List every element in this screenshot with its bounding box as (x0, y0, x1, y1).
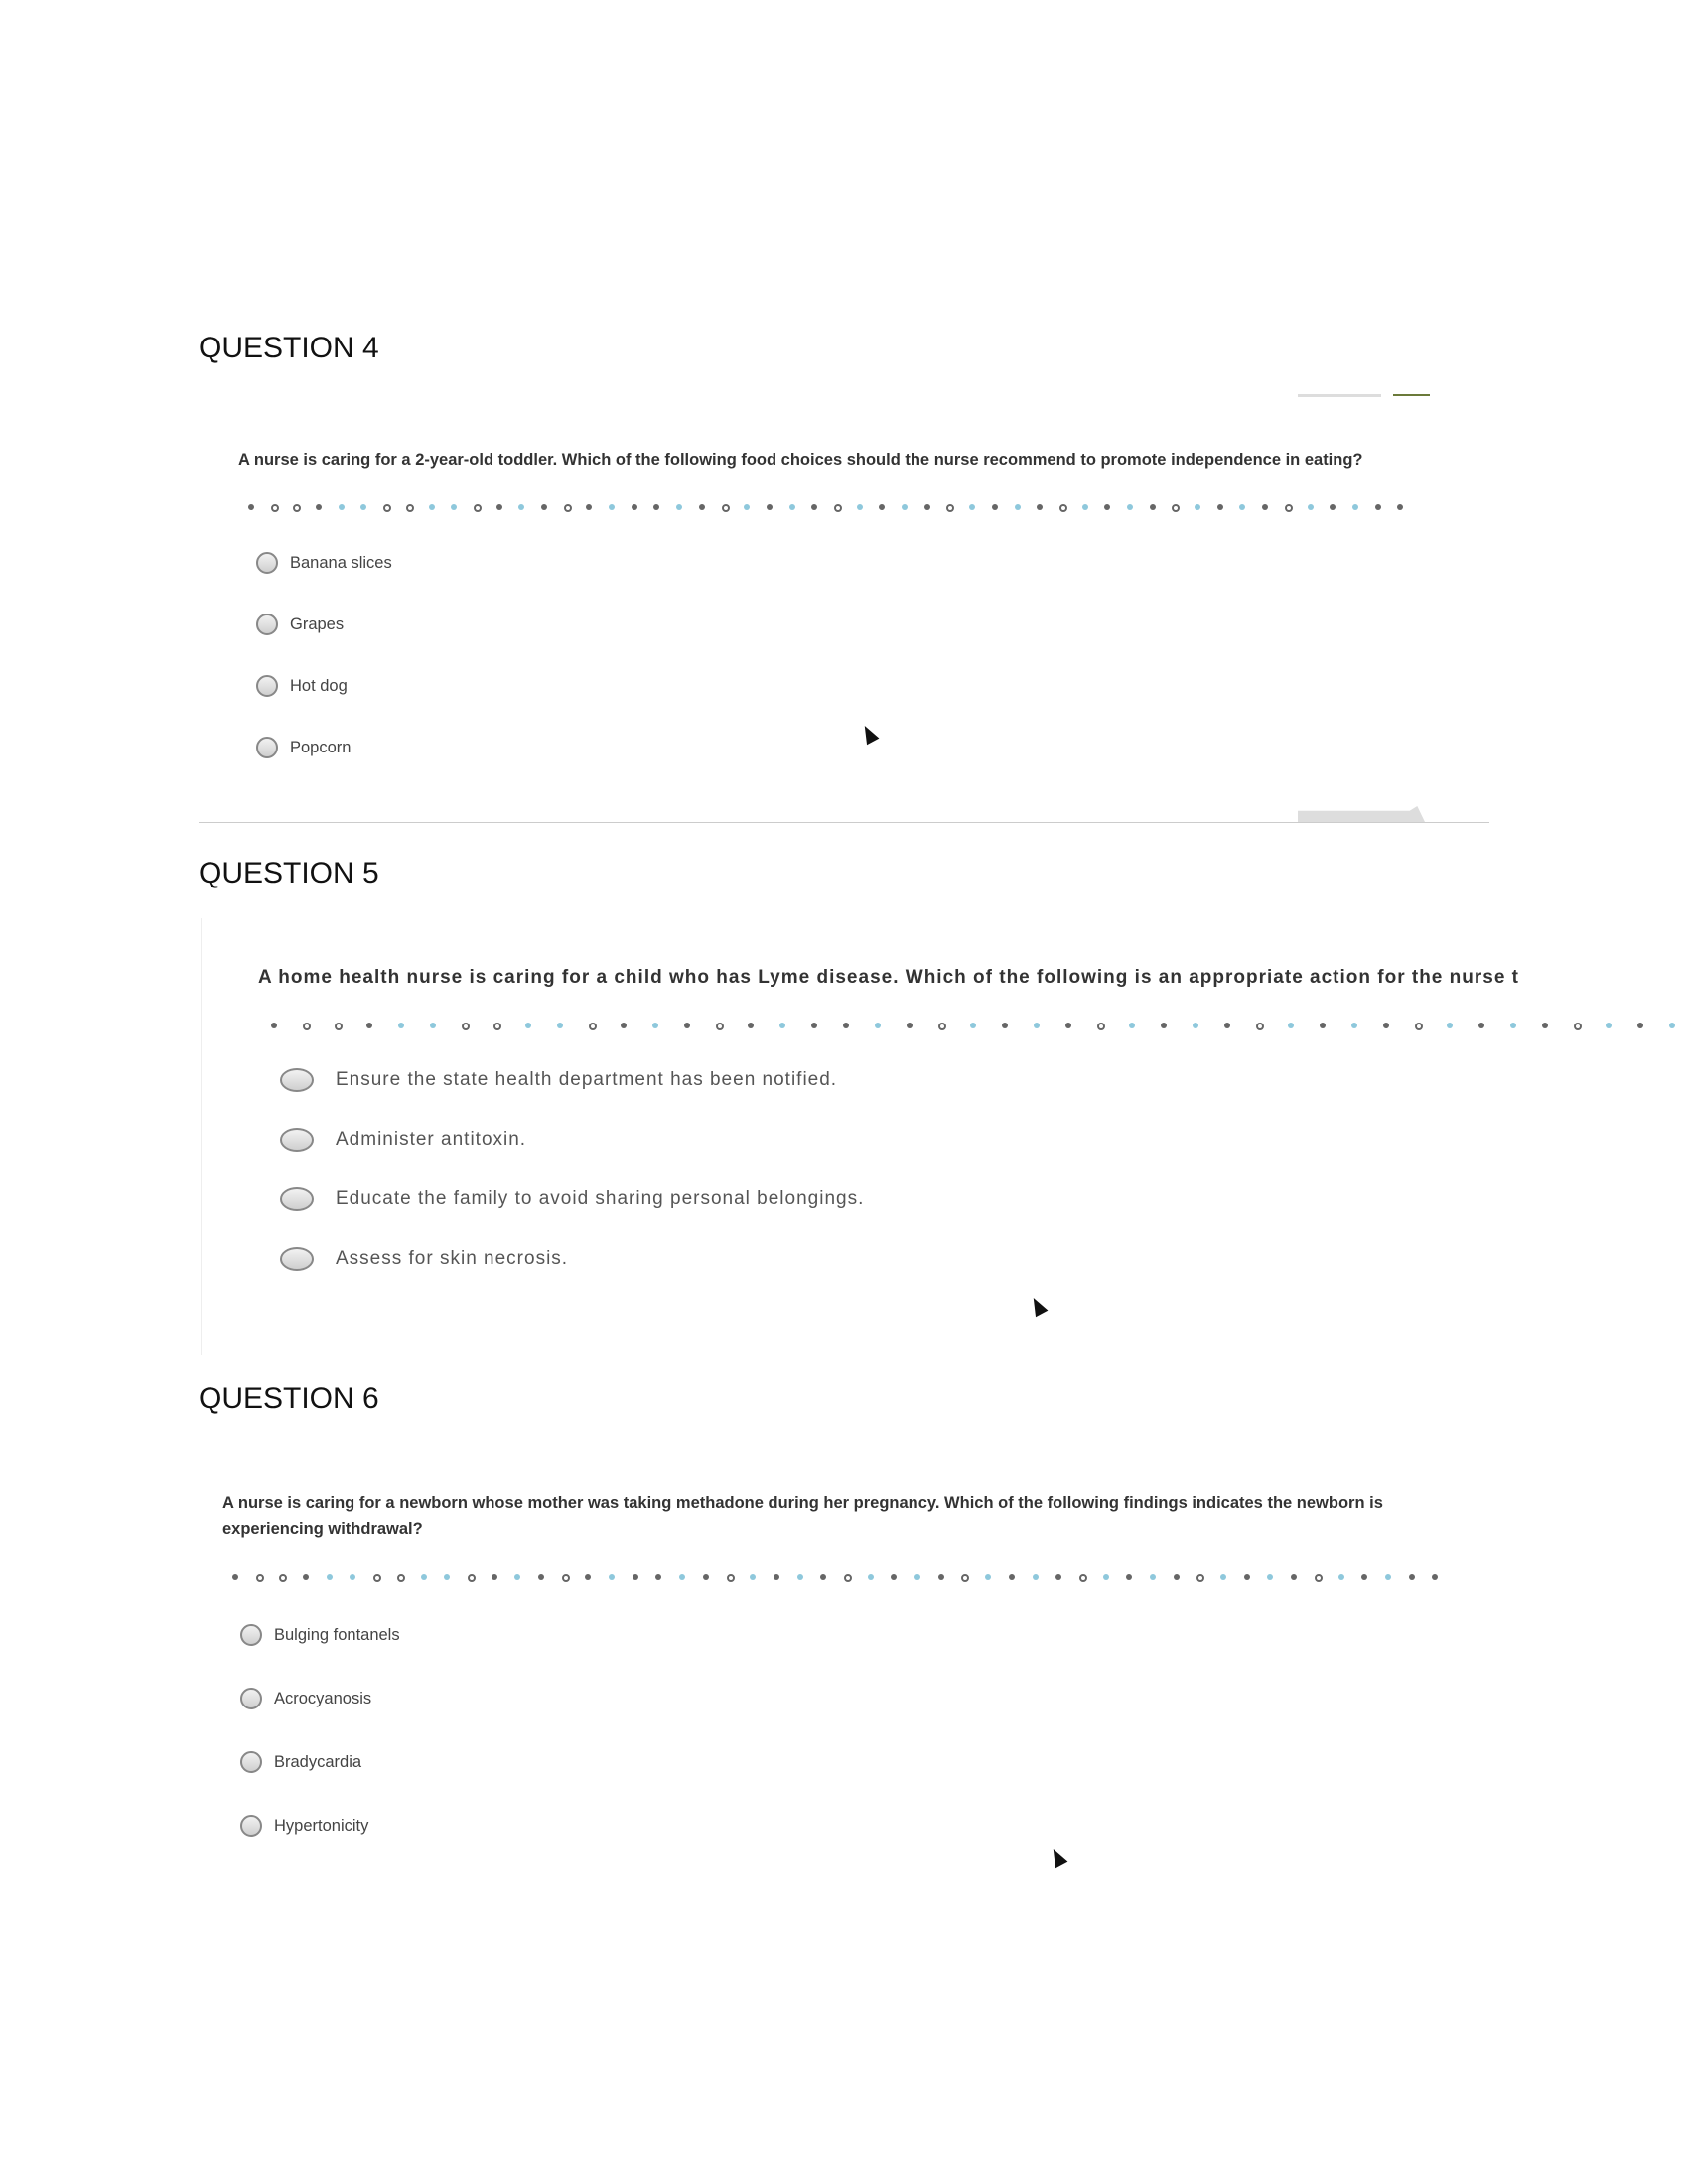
divider-dot (621, 1023, 627, 1028)
divider-dot (366, 1023, 372, 1028)
option-label: Acrocyanosis (274, 1689, 372, 1707)
divider-dot (492, 1574, 497, 1580)
divider-dot (1097, 1023, 1105, 1030)
mouse-cursor-icon (1028, 1296, 1049, 1317)
question-4-text: A nurse is caring for a 2-year-old toddler. Which of the following food choices should the nurse recommend to promote independence in eating? (238, 451, 1363, 469)
dotted-divider (248, 504, 1420, 514)
divider-dot (1267, 1574, 1273, 1580)
divider-dot (938, 1023, 946, 1030)
divider-dot (789, 504, 795, 510)
mouse-cursor-icon (859, 723, 880, 745)
divider-dot (1224, 1023, 1230, 1028)
divider-dot (1172, 504, 1180, 512)
divider-dot (914, 1574, 920, 1580)
divider-dot (1574, 1023, 1582, 1030)
divider-dot (891, 1574, 897, 1580)
divider-dot (564, 504, 572, 512)
divider-dot (398, 1023, 404, 1028)
divider-dot (562, 1574, 570, 1582)
divider-dot (525, 1023, 531, 1028)
divider-dot (1415, 1023, 1423, 1030)
divider-dot (946, 504, 954, 512)
divider-dot (589, 1023, 597, 1030)
divider-dot (1510, 1023, 1516, 1028)
divider-dot (474, 504, 482, 512)
divider-dot (1239, 504, 1245, 510)
divider-dot (985, 1574, 991, 1580)
option-notify-health-department[interactable] (280, 1068, 837, 1092)
divider-dot (1161, 1023, 1167, 1028)
divider-dot (652, 1023, 658, 1028)
divider-dot (493, 1023, 501, 1030)
option-label: Administer antitoxin. (336, 1129, 527, 1150)
divider-dot (271, 1023, 277, 1028)
divider-dot (703, 1574, 709, 1580)
divider-dot (1385, 1574, 1391, 1580)
divider-dot (1338, 1574, 1344, 1580)
next-button-shape[interactable] (1298, 806, 1425, 822)
panel-border (201, 918, 202, 1355)
question-5-text: A home health nurse is caring for a child who has Lyme disease. Which of the following is an appropriate action for the nurse t (258, 967, 1519, 988)
divider-dot (406, 504, 414, 512)
divider-dot (1150, 504, 1156, 510)
divider-dot (1447, 1023, 1453, 1028)
radio-button[interactable] (280, 1247, 314, 1271)
divider-dot (303, 1574, 309, 1580)
divider-dot (1033, 1574, 1039, 1580)
divider-dot (1330, 504, 1336, 510)
divider-dot (1244, 1574, 1250, 1580)
radio-button[interactable] (240, 1751, 262, 1773)
radio-button[interactable] (240, 1624, 262, 1646)
divider-dot (462, 1023, 470, 1030)
divider-dot (653, 504, 659, 510)
option-label: Hypertonicity (274, 1816, 369, 1835)
divider-dot (722, 504, 730, 512)
divider-dot (811, 1023, 817, 1028)
divider-dot (541, 504, 547, 510)
divider-dot (1009, 1574, 1015, 1580)
divider-dot (248, 504, 254, 510)
divider-dot (327, 1574, 333, 1580)
divider-dot (1126, 1574, 1132, 1580)
divider-dot (1055, 1574, 1061, 1580)
option-label: Banana slices (290, 553, 392, 572)
option-bulging-fontanels[interactable] (240, 1624, 400, 1646)
divider-dot (609, 504, 615, 510)
option-hypertonicity[interactable] (240, 1815, 368, 1837)
radio-button[interactable] (256, 675, 278, 697)
divider-dot (518, 504, 524, 510)
divider-dot (1015, 504, 1021, 510)
divider-dot (279, 1574, 287, 1582)
divider-dot (970, 1023, 976, 1028)
divider-dot (879, 504, 885, 510)
radio-button[interactable] (240, 1815, 262, 1837)
divider-dot (1409, 1574, 1415, 1580)
divider-dot (924, 504, 930, 510)
divider-dot (335, 1023, 343, 1030)
divider-dot (744, 504, 750, 510)
divider-dot (1220, 1574, 1226, 1580)
divider-dot (1037, 504, 1043, 510)
radio-button[interactable] (280, 1068, 314, 1092)
dotted-divider (232, 1574, 1456, 1584)
divider-dot (857, 504, 863, 510)
divider-dot (684, 1023, 690, 1028)
divider-dot (1034, 1023, 1040, 1028)
divider-dot (496, 504, 502, 510)
mouse-cursor-icon (1048, 1846, 1068, 1868)
divider-dot (938, 1574, 944, 1580)
option-label: Educate the family to avoid sharing personal belongings. (336, 1188, 865, 1209)
radio-button[interactable] (280, 1187, 314, 1211)
divider-dot (1217, 504, 1223, 510)
divider-dot (271, 504, 279, 512)
divider-dot (820, 1574, 826, 1580)
divider-dot (779, 1023, 785, 1028)
divider-dot (1542, 1023, 1548, 1028)
divider-dot (750, 1574, 756, 1580)
question-4-heading: QUESTION 4 (199, 332, 379, 364)
divider-dot (1079, 1574, 1087, 1582)
divider-dot (1082, 504, 1088, 510)
divider-dot (1432, 1574, 1438, 1580)
divider-dot (232, 1574, 238, 1580)
divider-dot (1104, 504, 1110, 510)
option-banana-slices[interactable] (256, 552, 392, 574)
divider-dot (1285, 504, 1293, 512)
question-6-text: A nurse is caring for a newborn whose mother was taking methadone during her pregnancy. Which of the following findings indicates the newborn is experiencing withdrawal? (222, 1494, 1383, 1538)
divider-dot (339, 504, 345, 510)
divider-dot (797, 1574, 803, 1580)
divider-dot (1637, 1023, 1643, 1028)
divider-dot (1361, 1574, 1367, 1580)
dotted-divider (271, 1023, 1688, 1032)
divider-dot (699, 504, 705, 510)
divider-dot (256, 1574, 264, 1582)
divider-dot (727, 1574, 735, 1582)
option-label: Bulging fontanels (274, 1625, 400, 1644)
option-hot-dog[interactable] (256, 675, 348, 697)
divider-dot (1308, 504, 1314, 510)
divider-dot (834, 504, 842, 512)
divider-dot (811, 504, 817, 510)
divider-dot (383, 504, 391, 512)
option-label: Hot dog (290, 676, 348, 695)
divider (199, 822, 1489, 823)
divider-dot (293, 504, 301, 512)
option-grapes[interactable] (256, 614, 344, 635)
radio-button[interactable] (240, 1688, 262, 1709)
option-label: Popcorn (290, 738, 352, 756)
option-bradycardia[interactable] (240, 1751, 361, 1773)
divider-dot (1478, 1023, 1484, 1028)
divider-dot (360, 504, 366, 510)
divider-dot (1375, 504, 1381, 510)
option-acrocyanosis[interactable] (240, 1688, 371, 1709)
divider-dot (421, 1574, 427, 1580)
divider-dot (609, 1574, 615, 1580)
option-label: Ensure the state health department has been notified. (336, 1069, 838, 1090)
divider-dot (1256, 1023, 1264, 1030)
divider-dot (514, 1574, 520, 1580)
divider-dot (451, 504, 457, 510)
divider-dot (1065, 1023, 1071, 1028)
divider-dot (1291, 1574, 1297, 1580)
question-6-heading: QUESTION 6 (199, 1382, 379, 1415)
divider-dot (1262, 504, 1268, 510)
divider-dot (430, 1023, 436, 1028)
option-label: Grapes (290, 614, 345, 633)
radio-button[interactable] (280, 1128, 314, 1152)
divider-dot (1397, 504, 1403, 510)
divider-dot (907, 1023, 913, 1028)
divider-dot (316, 504, 322, 510)
divider-dot (1150, 1574, 1156, 1580)
radio-button[interactable] (256, 737, 278, 758)
divider-dot (843, 1023, 849, 1028)
divider-dot (538, 1574, 544, 1580)
divider-dot (902, 504, 908, 510)
divider-dot (1315, 1574, 1323, 1582)
divider-dot (1002, 1023, 1008, 1028)
divider-dot (444, 1574, 450, 1580)
option-label: Bradycardia (274, 1752, 362, 1771)
divider-dot (1352, 504, 1358, 510)
divider-dot (1059, 504, 1067, 512)
divider-dot (716, 1023, 724, 1030)
divider-dot (992, 504, 998, 510)
divider-dot (397, 1574, 405, 1582)
divider-dot (1606, 1023, 1612, 1028)
divider-dot (1174, 1574, 1180, 1580)
divider-dot (1193, 1023, 1198, 1028)
divider-dot (429, 504, 435, 510)
divider-dot (969, 504, 975, 510)
divider-dot (557, 1023, 563, 1028)
divider-dot (373, 1574, 381, 1582)
divider-dot (1351, 1023, 1357, 1028)
divider-dot (1383, 1023, 1389, 1028)
divider-dot (1103, 1574, 1109, 1580)
radio-button[interactable] (256, 614, 278, 635)
divider-dot (1320, 1023, 1326, 1028)
option-popcorn[interactable] (256, 737, 351, 758)
divider-dot (350, 1574, 355, 1580)
divider-dot (1127, 504, 1133, 510)
divider-dot (875, 1023, 881, 1028)
option-educate-family[interactable] (280, 1187, 864, 1211)
question-5-heading: QUESTION 5 (199, 857, 379, 889)
divider-dot (1195, 504, 1200, 510)
progress-line-gray (1298, 394, 1381, 397)
divider-dot (844, 1574, 852, 1582)
divider-dot (1129, 1023, 1135, 1028)
progress-line-green (1393, 394, 1430, 396)
divider-dot (1288, 1023, 1294, 1028)
divider-dot (1669, 1023, 1675, 1028)
divider-dot (679, 1574, 685, 1580)
divider-dot (303, 1023, 311, 1030)
divider-dot (655, 1574, 661, 1580)
option-assess-skin-necrosis[interactable] (280, 1247, 568, 1271)
divider-dot (961, 1574, 969, 1582)
divider-dot (585, 1574, 591, 1580)
option-label: Assess for skin necrosis. (336, 1248, 569, 1269)
option-administer-antitoxin[interactable] (280, 1128, 526, 1152)
divider-dot (586, 504, 592, 510)
divider-dot (633, 1574, 638, 1580)
divider-dot (468, 1574, 476, 1582)
divider-dot (767, 504, 773, 510)
divider-dot (632, 504, 637, 510)
radio-button[interactable] (256, 552, 278, 574)
divider-dot (868, 1574, 874, 1580)
divider-dot (774, 1574, 779, 1580)
divider-dot (748, 1023, 754, 1028)
divider-dot (676, 504, 682, 510)
divider-dot (1196, 1574, 1204, 1582)
